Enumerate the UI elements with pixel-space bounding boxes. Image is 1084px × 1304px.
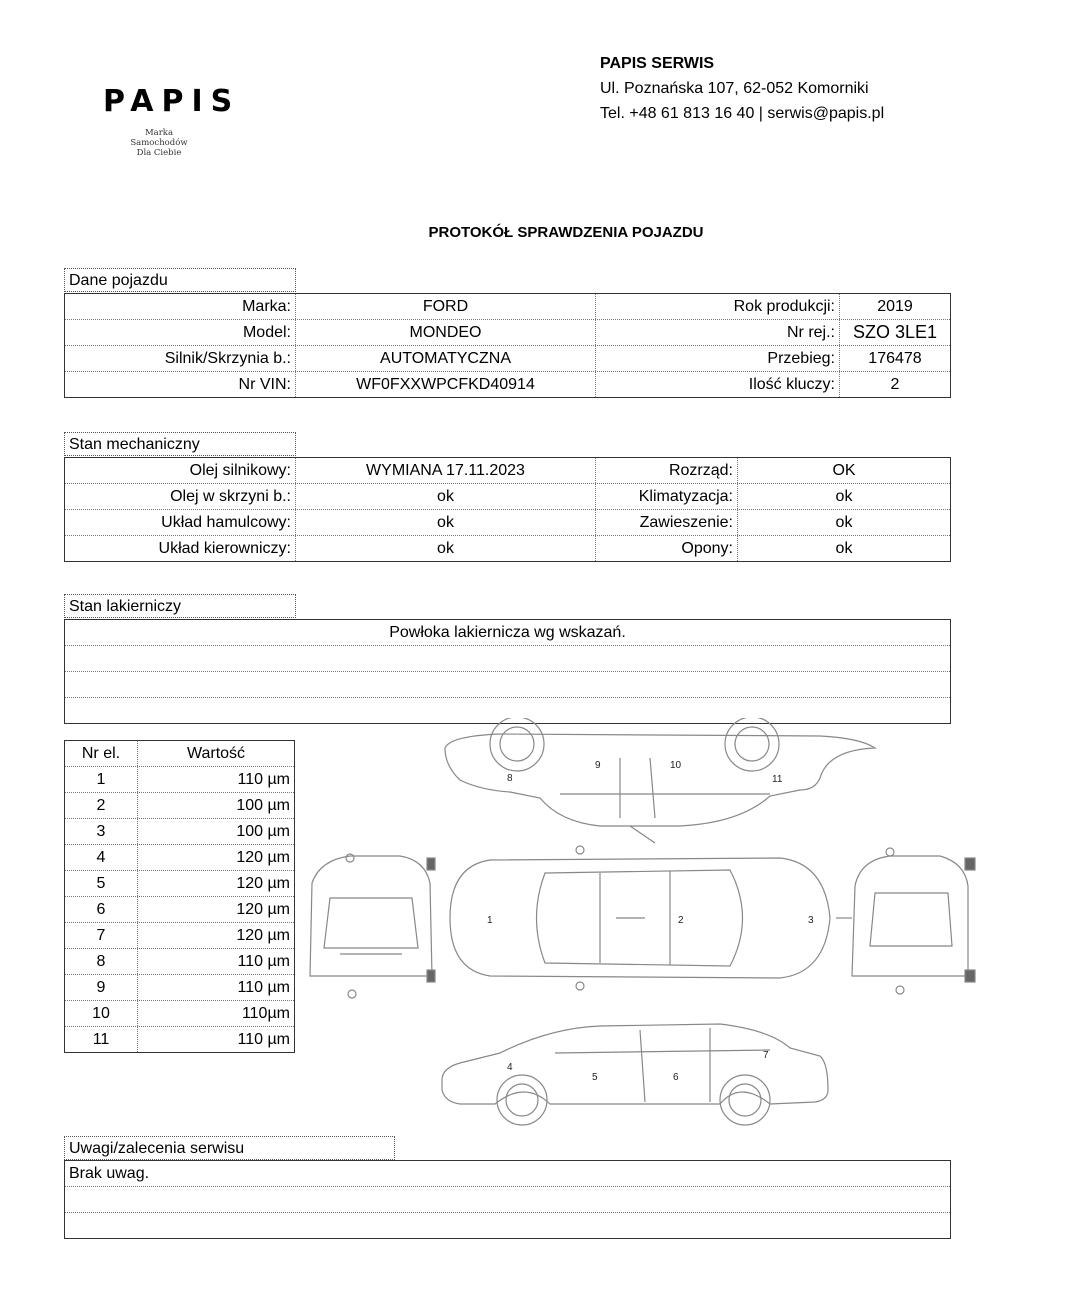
field-label: Rozrząd: [596, 458, 738, 483]
element-value: 110 µm [237, 979, 290, 996]
field-value: MONDEO [296, 320, 596, 345]
logo-tagline-line: Samochodów [130, 138, 188, 148]
table-row [65, 1027, 294, 1052]
element-number: 8 [65, 949, 138, 974]
column-header: Nr el. [65, 741, 138, 766]
element-value: 120 µm [236, 927, 290, 944]
element-number: 5 [65, 871, 138, 896]
element-number: 7 [65, 923, 138, 948]
field-value: ok [835, 540, 853, 557]
document-title: PROTOKÓŁ SPRAWDZENIA POJAZDU [428, 224, 704, 241]
paint-line [65, 672, 950, 697]
company-address: Ul. Poznańska 107, 62-052 Komorniki [600, 80, 869, 97]
table-row [65, 949, 294, 975]
element-value: 110 µm [237, 953, 290, 970]
table-row [65, 484, 950, 510]
table-row [65, 1213, 950, 1238]
notes-line [65, 1213, 950, 1238]
field-label: Model: [65, 320, 296, 345]
diagram-label: 11 [772, 774, 783, 785]
diagram-label: 4 [507, 1062, 513, 1073]
table-header-row [65, 741, 294, 767]
element-number: 6 [65, 897, 138, 922]
table-row [65, 294, 950, 320]
field-label: Zawieszenie: [596, 510, 738, 535]
table-row [65, 871, 294, 897]
element-value: 110 µm [237, 771, 290, 788]
car-side-view-lower [442, 1024, 828, 1125]
field-value: 176478 [868, 350, 922, 367]
table-row [65, 1161, 950, 1187]
table-row [65, 672, 950, 698]
logo-tagline [104, 128, 214, 158]
element-number: 10 [65, 1001, 138, 1026]
table-row [65, 620, 950, 646]
company-info [600, 51, 884, 126]
table-row [65, 845, 294, 871]
table-row [65, 536, 950, 561]
logo-wordmark: PAPIS [103, 84, 241, 119]
field-label: Układ hamulcowy: [65, 510, 296, 535]
diagram-label: 10 [670, 760, 682, 771]
diagram-label: 3 [808, 915, 814, 926]
element-value: 110 µm [237, 1031, 290, 1048]
diagram-label: 1 [487, 915, 493, 926]
section-header-notes: Uwagi/zalecenia serwisu [64, 1136, 395, 1160]
car-top-view [450, 846, 830, 990]
paint-line: Powłoka lakiernicza wg wskazań. [389, 624, 626, 641]
field-value: ok [296, 484, 596, 509]
table-row [65, 320, 950, 346]
field-value: ok [296, 536, 596, 561]
table-row [65, 767, 294, 793]
logo-tagline-line: Dla Ciebie [136, 148, 182, 158]
vehicle-table [64, 293, 951, 398]
car-rear-view [836, 848, 975, 994]
table-row [65, 897, 294, 923]
element-number: 9 [65, 975, 138, 1000]
diagram-label: 7 [763, 1050, 769, 1061]
field-label: Opony: [596, 536, 738, 561]
notes-line [65, 1187, 950, 1212]
company-contact: Tel. +48 61 813 16 40 | serwis@papis.pl [600, 105, 885, 122]
field-value: SZO 3LE1 [852, 322, 938, 342]
table-row [65, 819, 294, 845]
diagram-label: 8 [507, 773, 513, 784]
table-row [65, 646, 950, 672]
field-label: Nr VIN: [65, 372, 296, 397]
notes-line: Brak uwag. [69, 1165, 150, 1182]
section-header-mechanical: Stan mechaniczny [64, 432, 296, 456]
field-label: Ilość kluczy: [596, 372, 840, 397]
field-value: FORD [296, 294, 596, 319]
field-label: Silnik/Skrzynia b.: [65, 346, 296, 371]
diagram-label: 2 [678, 915, 684, 926]
element-number: 2 [65, 793, 138, 818]
table-row [65, 923, 294, 949]
column-header: Wartość [186, 745, 246, 762]
field-value: AUTOMATYCZNA [296, 346, 596, 371]
field-value: OK [832, 462, 856, 479]
field-label: Marka: [65, 294, 296, 319]
car-body-diagram [300, 718, 980, 1130]
element-value: 100 µm [236, 797, 290, 814]
field-label: Rok produkcji: [596, 294, 840, 319]
element-number: 4 [65, 845, 138, 870]
field-value: ok [835, 488, 853, 505]
table-row [65, 793, 294, 819]
element-value: 120 µm [236, 849, 290, 866]
field-label: Olej w skrzyni b.: [65, 484, 296, 509]
table-row [65, 975, 294, 1001]
field-label: Nr rej.: [596, 320, 840, 345]
field-value: 2 [890, 376, 900, 393]
element-number: 3 [65, 819, 138, 844]
section-header-paint: Stan lakierniczy [64, 594, 296, 618]
field-label: Klimatyzacja: [596, 484, 738, 509]
table-row [65, 458, 950, 484]
field-value: 2019 [877, 298, 913, 315]
table-row [65, 1187, 950, 1213]
field-label: Olej silnikowy: [65, 458, 296, 483]
company-name: PAPIS SERWIS [600, 55, 715, 72]
diagram-label: 6 [673, 1072, 679, 1083]
field-label: Przebieg: [596, 346, 840, 371]
element-number: 11 [65, 1027, 138, 1052]
field-value: WYMIANA 17.11.2023 [296, 458, 596, 483]
element-number: 1 [65, 767, 138, 792]
notes-table [64, 1160, 951, 1239]
thickness-table [64, 740, 295, 1053]
diagram-label: 5 [592, 1072, 598, 1083]
table-row [65, 510, 950, 536]
element-value: 110µm [241, 1005, 290, 1022]
paint-table [64, 619, 951, 724]
element-value: 120 µm [236, 875, 290, 892]
paint-line [65, 646, 950, 671]
table-row [65, 346, 950, 372]
logo-tagline-line: Marka [144, 128, 174, 138]
element-value: 120 µm [236, 901, 290, 918]
field-value: ok [835, 514, 853, 531]
table-row [65, 372, 950, 397]
table-row [65, 1001, 294, 1027]
field-value: ok [296, 510, 596, 535]
element-value: 100 µm [236, 823, 290, 840]
section-header-vehicle: Dane pojazdu [64, 268, 296, 292]
car-front-view [310, 854, 435, 998]
field-value: WF0FXXWPCFKD40914 [296, 372, 596, 397]
field-label: Układ kierowniczy: [65, 536, 296, 561]
diagram-label: 9 [595, 760, 601, 771]
mechanical-table [64, 457, 951, 562]
